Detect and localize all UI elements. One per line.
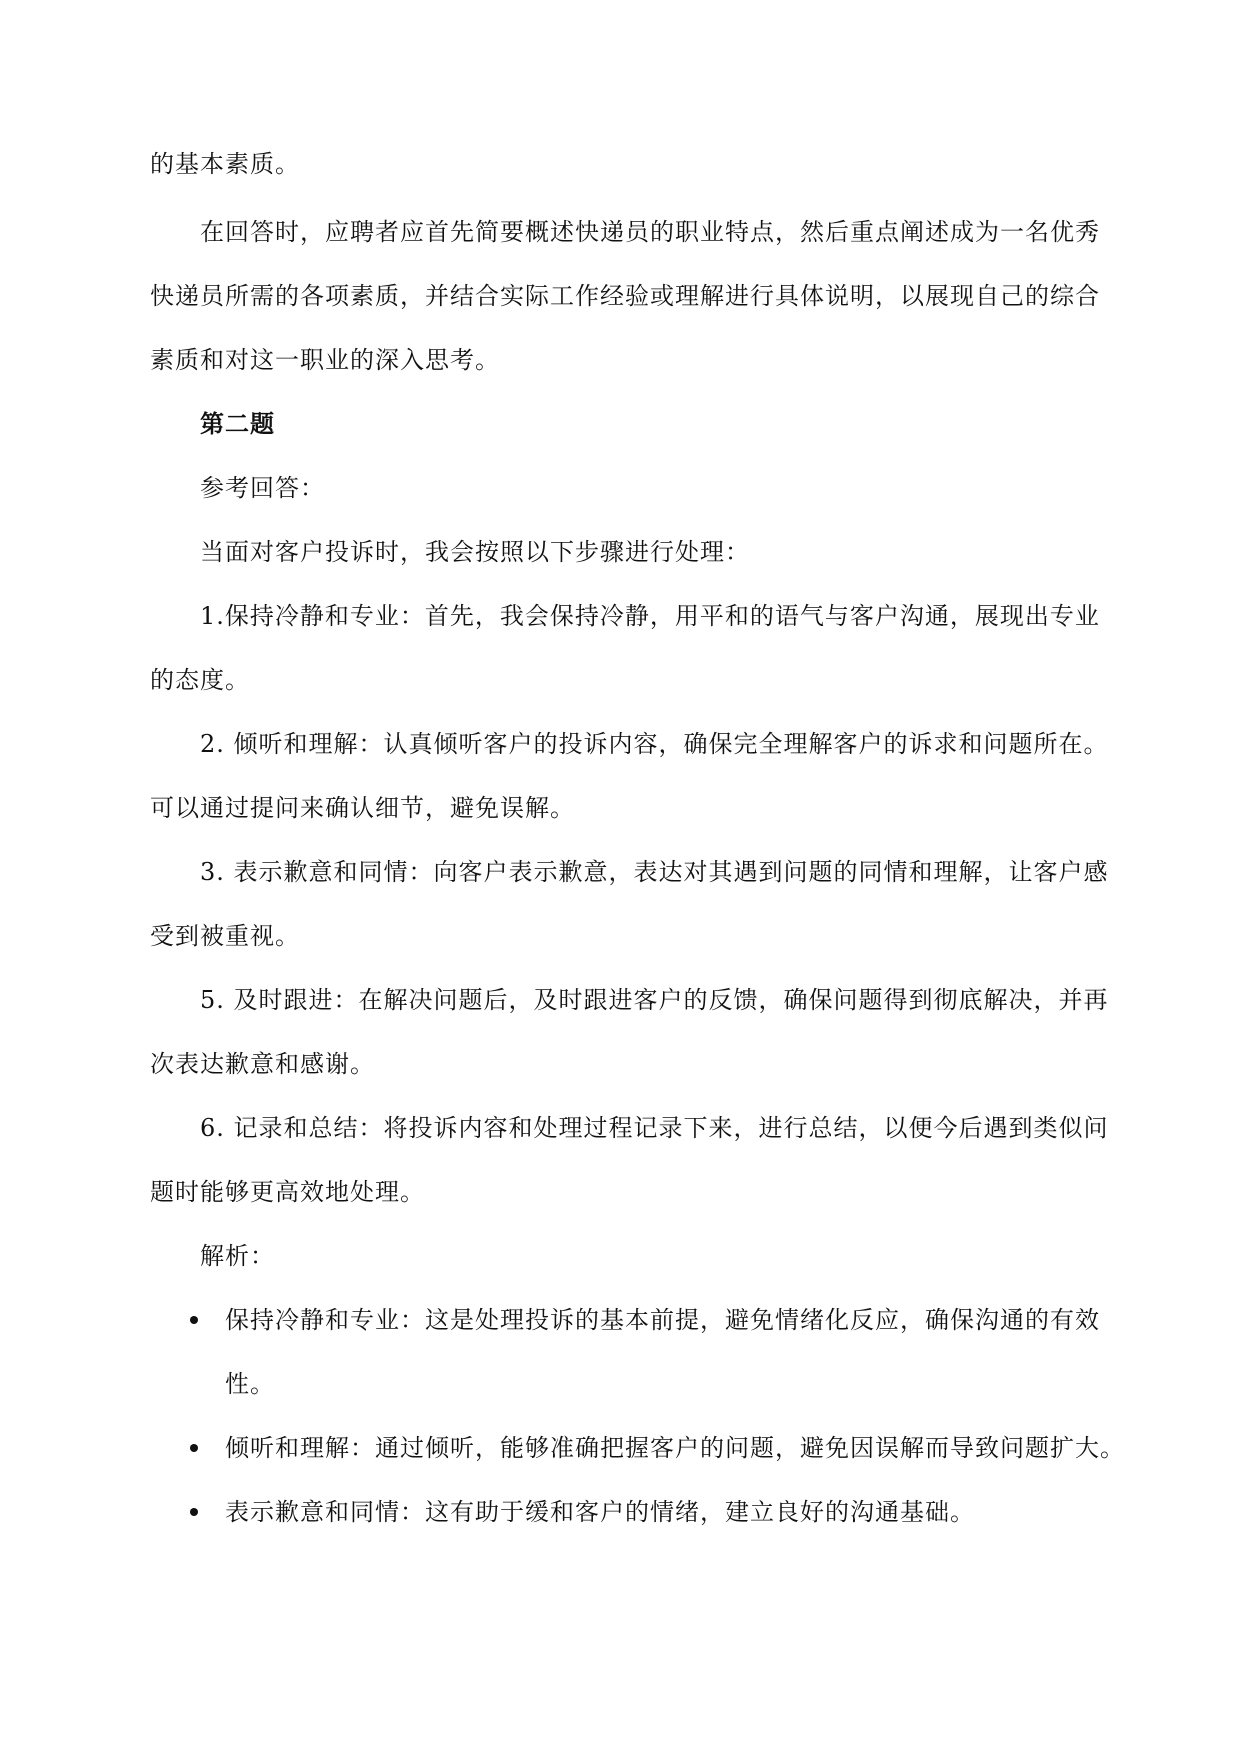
bullet-dot-icon <box>190 1316 198 1324</box>
answer-intro: 当面对客户投诉时，我会按照以下步骤进行处理： <box>200 538 750 566</box>
step-3-line-1: 3. 表示歉意和同情：向客户表示歉意，表达对其遇到问题的同情和理解，让客户感 <box>200 858 1109 886</box>
step-1-line-2: 的态度。 <box>150 666 250 694</box>
intro-line-1: 的基本素质。 <box>150 150 300 178</box>
intro-line-2: 在回答时，应聘者应首先简要概述快递员的职业特点，然后重点阐述成为一名优秀 <box>200 218 1100 246</box>
step-2-line-1: 2. 倾听和理解：认真倾听客户的投诉内容，确保完全理解客户的诉求和问题所在。 <box>200 730 1109 758</box>
section-title: 第二题 <box>200 409 275 438</box>
bullet-3-line-1: 表示歉意和同情：这有助于缓和客户的情绪，建立良好的沟通基础。 <box>225 1498 975 1526</box>
step-5-line-2: 次表达歉意和感谢。 <box>150 1050 375 1078</box>
step-5-line-1: 5. 及时跟进：在解决问题后，及时跟进客户的反馈，确保问题得到彻底解决，并再 <box>200 986 1109 1014</box>
step-1-line-1: 1.保持冷静和专业：首先，我会保持冷静，用平和的语气与客户沟通，展现出专业 <box>200 602 1100 630</box>
bullet-1-line-1: 保持冷静和专业：这是处理投诉的基本前提，避免情绪化反应，确保沟通的有效 <box>225 1306 1100 1334</box>
bullet-dot-icon <box>190 1444 198 1452</box>
bullet-1-line-2: 性。 <box>225 1370 275 1398</box>
answer-label: 参考回答： <box>200 474 325 502</box>
intro-line-3: 快递员所需的各项素质，并结合实际工作经验或理解进行具体说明，以展现自己的综合 <box>150 282 1100 310</box>
step-2-line-2: 可以通过提问来确认细节，避免误解。 <box>150 794 575 822</box>
step-6-line-1: 6. 记录和总结：将投诉内容和处理过程记录下来，进行总结，以便今后遇到类似问 <box>200 1114 1109 1142</box>
bullet-dot-icon <box>190 1508 198 1516</box>
step-6-line-2: 题时能够更高效地处理。 <box>150 1178 425 1206</box>
analysis-label: 解析： <box>200 1242 275 1270</box>
bullet-2-line-1: 倾听和理解：通过倾听，能够准确把握客户的问题，避免因误解而导致问题扩大。 <box>225 1434 1125 1462</box>
intro-line-4: 素质和对这一职业的深入思考。 <box>150 346 500 374</box>
step-3-line-2: 受到被重视。 <box>150 922 300 950</box>
